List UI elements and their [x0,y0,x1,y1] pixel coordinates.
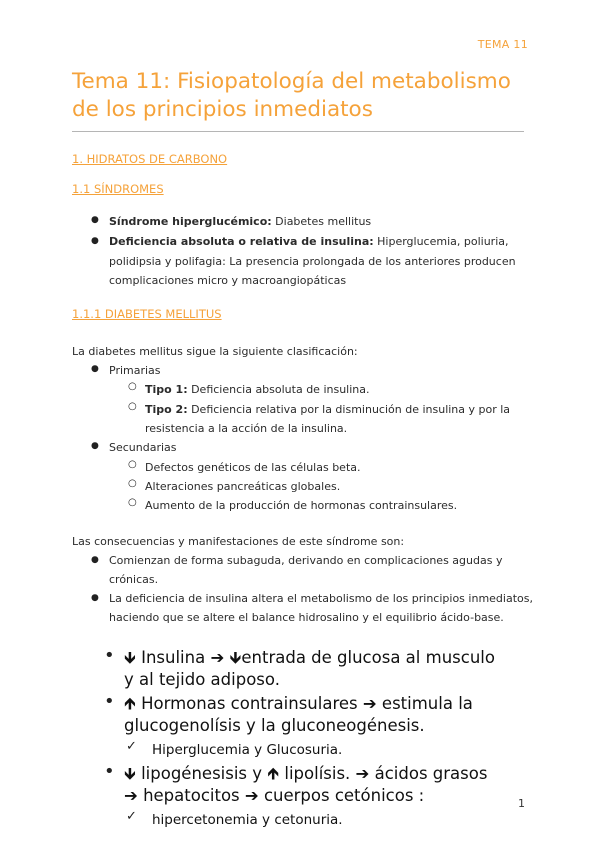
bullet-dot: ● [91,236,99,246]
subsection-heading-sindromes[interactable]: 1.1 SÍNDROMES [72,182,164,196]
page-title: Tema 11: Fisiopatología del metabolismo de los principios inmediatos [72,69,511,122]
list-item-continuation: haciendo que se altere el balance hidrosalino y el equilibrio ácido-base. [109,611,504,624]
slide-check-item: Hiperglucemia y Glucosuria. [152,742,343,758]
bullet-dot: ● [91,593,99,603]
list-item [109,232,509,251]
sub-list-item: Alteraciones pancreáticas globales. [145,480,341,493]
sub-list-item: Aumento de la producción de hormonas contrainsulares. [145,499,458,512]
list-item [109,212,371,231]
list-item-text: Hiperglucemia, poliuria, [373,235,509,248]
bullet-dot: ● [91,441,99,451]
sub-list-item-text: Deficiencia absoluta de insulina. [187,383,370,396]
sub-list-item [145,380,370,399]
bullet-dot: • [104,761,115,782]
list-item: La deficiencia de insulina altera el metabolismo de los principios inmediatos, [109,592,533,605]
bullet-dot: ● [91,555,99,565]
slide-line: 🡻 Insulina ➔ 🡻entrada de glucosa al musculo [124,648,495,667]
subsection-heading-diabetes[interactable]: 1.1.1 DIABETES MELLITUS [72,307,222,321]
bullet-dot: • [104,645,115,666]
slide-line: y al tejido adiposo. [124,670,280,689]
sub-list-item-bold: Tipo 1: [145,383,188,396]
list-item-secundarias: Secundarias [109,441,177,454]
list-item-continuation: complicaciones micro y macroangiopáticas [109,274,347,287]
check-icon: ✓ [126,809,137,824]
list-item-continuation: polidipsia y polifagia: La presencia prolongada de los anteriores producen [109,255,516,268]
page-number: 1 [518,797,525,810]
list-item: Comienzan de forma subaguda, derivando en complicaciones agudas y [109,554,503,567]
paragraph-consecuencias: Las consecuencias y manifestaciones de este síndrome son: [72,535,405,548]
sub-list-item: Defectos genéticos de las células beta. [145,461,361,474]
sub-bullet-circle: ○ [128,401,137,412]
sub-list-item-bold: Tipo 2: [145,403,188,416]
sub-bullet-circle: ○ [128,459,137,470]
section-heading-hidratos[interactable]: 1. HIDRATOS DE CARBONO [72,152,228,166]
sub-bullet-circle: ○ [128,478,137,489]
sub-list-item-continuation: resistencia a la acción de la insulina. [145,422,348,435]
bullet-dot: ● [91,215,99,225]
list-item-continuation: crónicas. [109,573,159,586]
slide-line: 🡹 Hormonas contrainsulares ➔ estimula la [124,694,473,713]
paragraph-intro: La diabetes mellitus sigue la siguiente clasificación: [72,345,358,358]
slide-line: glucogenolísis y la gluconeogénesis. [124,716,425,735]
list-item-bold: Síndrome hiperglucémico: [109,215,272,228]
bullet-dot: • [104,691,115,712]
check-icon: ✓ [126,739,137,754]
sub-list-item [145,400,510,419]
bullet-dot: ● [91,364,99,374]
slide-line: 🡻 lipogénesisis y 🡹 lipolísis. ➔ ácidos grasos [124,764,488,783]
list-item-text: Diabetes mellitus [271,215,372,228]
header-tag: TEMA 11 [477,38,528,51]
list-item-primarias: Primarias [109,364,161,377]
sub-bullet-circle: ○ [128,497,137,508]
list-item-bold: Deficiencia absoluta o relativa de insulina: [109,235,374,248]
title-divider [72,131,524,132]
sub-bullet-circle: ○ [128,381,137,392]
slide-line: ➔ hepatocitos ➔ cuerpos cetónicos : [124,786,425,805]
sub-list-item-text: Deficiencia relativa por la disminución de insulina y por la [187,403,511,416]
slide-check-item: hipercetonemia y cetonuria. [152,812,343,828]
